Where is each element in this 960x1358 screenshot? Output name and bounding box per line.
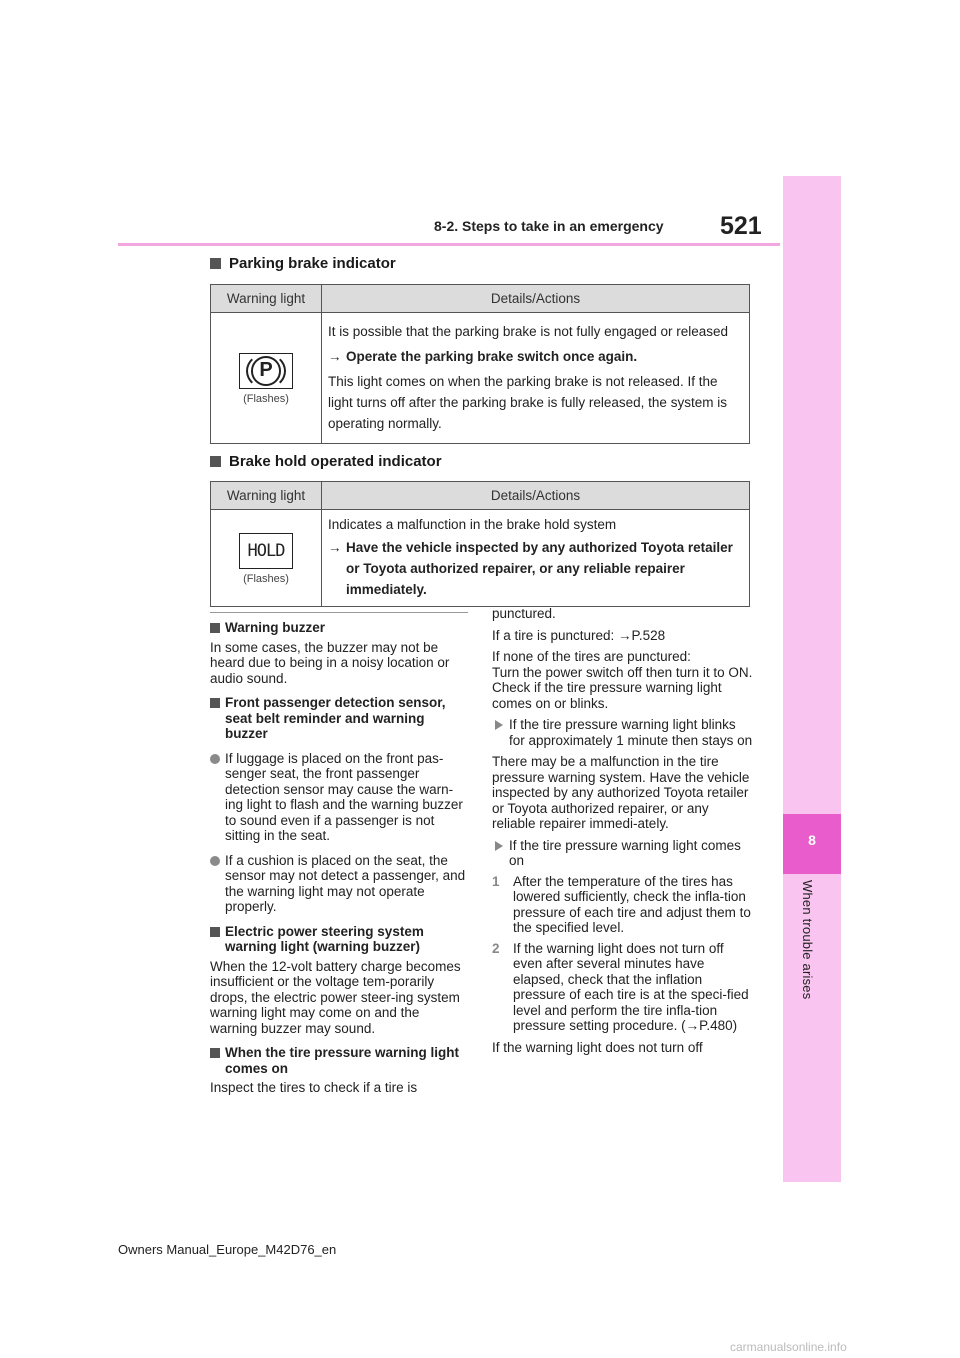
header-rule bbox=[118, 243, 780, 246]
parking-brake-heading: Parking brake indicator bbox=[210, 255, 396, 272]
bullet-item: If a cushion is placed on the seat, the sensor may not detect a passenger, and the warning light may not operate properly. bbox=[210, 853, 468, 915]
heading-square-icon bbox=[210, 456, 221, 467]
arrow-icon: → bbox=[328, 348, 342, 364]
step-item: 1 After the temperature of the tires has lowered sufficiently, check the infla-tion pressure of each tire and adjust them to the specified level. bbox=[492, 873, 751, 935]
triangle-bullet-icon bbox=[495, 841, 503, 851]
condition-item: If the tire pressure warning light comes on bbox=[492, 838, 754, 869]
table-header-row bbox=[211, 285, 750, 313]
column-header-details: Details/Actions bbox=[322, 285, 750, 313]
page-number: 521 bbox=[720, 212, 762, 240]
brake-hold-icon: HOLD bbox=[239, 533, 293, 569]
note-text: When the 12-volt battery charge becomes insufficient or the voltage tem-porarily drops, the electric power steer-ing system warning light may come on and the warning buzzer may sound. bbox=[210, 958, 461, 1036]
right-column bbox=[492, 606, 754, 1055]
details-cell bbox=[322, 313, 750, 444]
parking-brake-table bbox=[210, 284, 750, 444]
detail-text: It is possible that the parking brake is not fully engaged or released bbox=[328, 323, 728, 339]
triangle-bullet-icon bbox=[495, 720, 503, 730]
flashes-caption: (Flashes) bbox=[243, 393, 289, 405]
left-column bbox=[210, 620, 468, 1096]
action-line: → Have the vehicle inspected by any authorized Toyota retailer or Toyota authorized repairer, or any reliable repairer immediately. bbox=[328, 537, 743, 600]
column-header-details: Details/Actions bbox=[322, 482, 750, 510]
table-row bbox=[211, 313, 750, 444]
detail-text: Indicates a malfunction in the brake hold system bbox=[328, 517, 617, 532]
footer-text: Owners Manual_Europe_M42D76_en bbox=[118, 1242, 337, 1257]
brake-hold-heading: Brake hold operated indicator bbox=[210, 453, 442, 470]
details-cell bbox=[322, 510, 750, 607]
parking-brake-icon: P bbox=[239, 353, 293, 389]
heading-square-icon bbox=[210, 258, 221, 269]
note-text: There may be a malfunction in the tire pressure warning system. Have the vehicle inspected by any authorized Toyota retailer or Toyota authorized repairer, or any reliable repairer immedi-ately. bbox=[492, 754, 750, 831]
bullet-item: If luggage is placed on the front pas-senger seat, the front passenger detection sensor may cause the warn-ing light to flash and the warning buzzer to sound even if a passenger is not sitting in the seat. bbox=[210, 751, 468, 844]
column-divider bbox=[210, 612, 468, 613]
column-header-warning-light: Warning light bbox=[211, 482, 322, 510]
note-text: Inspect the tires to check if a tire is bbox=[210, 1080, 418, 1095]
note-heading-passenger-sensor: Front passenger detection sensor, seat belt reminder and warning buzzer bbox=[210, 695, 468, 742]
table-row bbox=[211, 510, 750, 607]
note-heading-tire-pressure: When the tire pressure warning light comes on bbox=[210, 1045, 468, 1076]
chapter-number: 8 bbox=[808, 832, 816, 848]
bullet-dot-icon bbox=[210, 856, 220, 866]
bullet-dot-icon bbox=[210, 754, 220, 764]
warning-light-cell bbox=[211, 510, 322, 607]
chapter-side-bar bbox=[783, 176, 841, 1182]
column-header-warning-light: Warning light bbox=[211, 285, 322, 313]
arrow-icon: → bbox=[328, 540, 342, 555]
condition-item: If the tire pressure warning light blinks for approximately 1 minute then stays on bbox=[492, 717, 754, 748]
action-line: → Operate the parking brake switch once again. bbox=[328, 346, 743, 367]
watermark: carmanualsonline.info bbox=[730, 1340, 847, 1354]
note-text: In some cases, the buzzer may not be heard due to being in a noisy location or audio sound. bbox=[210, 639, 450, 686]
table-header-row bbox=[211, 482, 750, 510]
chapter-label: When trouble arises bbox=[800, 880, 815, 1000]
note-heading-warning-buzzer: Warning buzzer bbox=[210, 620, 468, 636]
note-text: If a tire is punctured: →P.528 bbox=[492, 627, 666, 643]
brake-hold-table bbox=[210, 481, 750, 607]
section-title: 8-2. Steps to take in an emergency bbox=[434, 218, 664, 234]
step-item: 2 If the warning light does not turn off even after several minutes have elapsed, check that the inflation pressure of each tire is at the speci-fied level and perform the tire infla-tion pressure setting procedure. (→P.480) bbox=[492, 940, 749, 1033]
note-text: If none of the tires are punctured: Turn the power switch off then turn it to ON. Check if the tire pressure warning light comes on or blinks. bbox=[492, 649, 753, 711]
note-text: If the warning light does not turn off bbox=[492, 1039, 703, 1055]
note-text: punctured. bbox=[492, 606, 556, 621]
note-heading-eps: Electric power steering system warning light (warning buzzer) bbox=[210, 924, 468, 955]
flashes-caption: (Flashes) bbox=[243, 573, 289, 585]
detail-text: This light comes on when the parking brake is not released. If the light turns off after the parking brake is fully released, the system is operating normally. bbox=[328, 373, 727, 431]
warning-light-cell bbox=[211, 313, 322, 444]
